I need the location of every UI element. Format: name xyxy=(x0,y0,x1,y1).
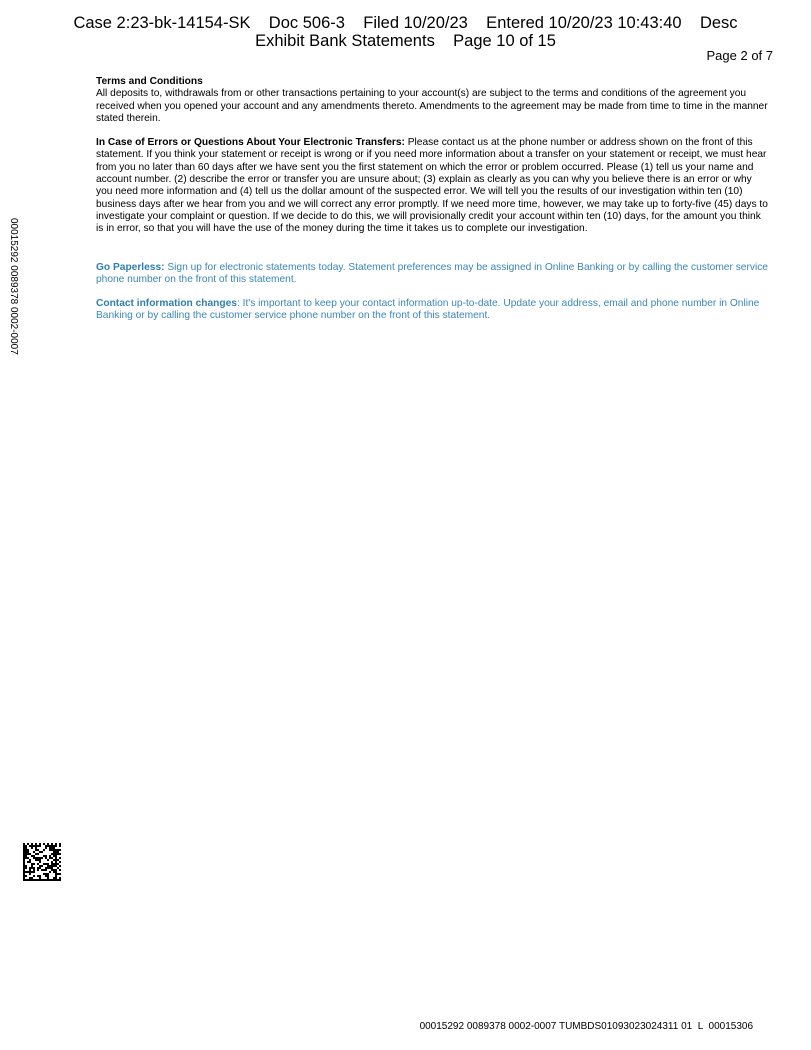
barcode-cell xyxy=(31,867,33,869)
barcode-cell xyxy=(33,869,35,871)
barcode-cell xyxy=(29,867,31,869)
barcode-cell xyxy=(55,873,57,875)
barcode-cell xyxy=(45,879,47,881)
barcode-cell xyxy=(29,853,31,855)
barcode-cell xyxy=(27,843,29,845)
barcode-cell xyxy=(39,843,41,845)
barcode-cell xyxy=(25,875,27,877)
barcode-cell xyxy=(33,867,35,869)
barcode-cell xyxy=(31,845,33,847)
barcode-cell xyxy=(43,869,45,871)
contact-section xyxy=(96,298,770,323)
barcode-cell xyxy=(33,845,35,847)
barcode-cell xyxy=(55,863,57,865)
statement-content xyxy=(96,76,770,335)
barcode-cell xyxy=(31,843,33,845)
barcode-cell xyxy=(55,859,57,861)
side-account-code: 00015292 0089378 0002-0007 xyxy=(8,218,19,355)
barcode-cell xyxy=(59,861,61,863)
barcode-cell xyxy=(23,863,25,865)
barcode-cell xyxy=(47,879,49,881)
barcode-cell xyxy=(29,871,31,873)
datamatrix-barcode-icon xyxy=(23,843,61,881)
barcode-cell xyxy=(37,867,39,869)
barcode-cell xyxy=(53,877,55,879)
barcode-cell xyxy=(27,851,29,853)
barcode-cell xyxy=(39,879,41,881)
barcode-cell xyxy=(59,849,61,851)
barcode-cell xyxy=(47,845,49,847)
barcode-cell xyxy=(53,847,55,849)
barcode-cell xyxy=(25,855,27,857)
barcode-cell xyxy=(35,847,37,849)
contact-body: : It's important to keep your contact information up-to-date. Update your address, email and phone number in Online Banking or by calling the customer service phone number on the front of this statement. xyxy=(96,298,760,322)
barcode-cell xyxy=(35,859,37,861)
barcode-cell xyxy=(23,877,25,879)
barcode-cell xyxy=(49,871,51,873)
barcode-cell xyxy=(55,851,57,853)
barcode-cell xyxy=(45,873,47,875)
barcode-cell xyxy=(31,855,33,857)
barcode-cell xyxy=(25,857,27,859)
barcode-cell xyxy=(29,845,31,847)
errors-body: Please contact us at the phone number or address shown on the front of this statement. If you think your statement or receipt is wrong or if you need more information about a transfer on your statement or receipt, we must hear from you no later than 60 days after we have sent you the first statement on which the error or problem occurred. Please (1) tell us your name and account number. (2) describe the error or transfer you are unsure about; (3) explain as clearly as you can why you believe there is an error or why you need more information and (4) tell us the dollar amount of the suspected error. We will tell you the results of our investigation within ten (10) business days after we hear from you and we will correct any error promptly. If we need more time, however, we may take up to forty-five (45) days to investigate your complaint or question. If we decide to do this, we will provisionally credit your account within ten (10) days, for the amount you think is in error, so that you will have the use of the money during the time it takes us to complete our investigation. xyxy=(96,137,768,235)
barcode-cell xyxy=(31,879,33,881)
barcode-cell xyxy=(47,875,49,877)
barcode-cell xyxy=(57,859,59,861)
barcode-cell xyxy=(35,849,37,851)
barcode-cell xyxy=(25,871,27,873)
barcode-cell xyxy=(51,879,53,881)
barcode-cell xyxy=(31,863,33,865)
barcode-cell xyxy=(45,863,47,865)
barcode-cell xyxy=(29,879,31,881)
barcode-cell xyxy=(29,861,31,863)
barcode-cell xyxy=(51,853,53,855)
barcode-cell xyxy=(23,865,25,867)
barcode-cell xyxy=(59,877,61,879)
barcode-cell xyxy=(55,855,57,857)
barcode-cell xyxy=(39,851,41,853)
barcode-cell xyxy=(23,845,25,847)
barcode-cell xyxy=(31,847,33,849)
errors-title: In Case of Errors or Questions About Your Electronic Transfers: xyxy=(96,137,405,149)
contact-title: Contact information changes xyxy=(96,298,237,310)
errors-section xyxy=(96,137,770,235)
barcode-cell xyxy=(55,845,57,847)
barcode-cell xyxy=(55,877,57,879)
barcode-cell xyxy=(55,879,57,881)
barcode-cell xyxy=(23,873,25,875)
barcode-cell xyxy=(39,865,41,867)
barcode-cell xyxy=(57,849,59,851)
barcode-cell xyxy=(43,879,45,881)
barcode-cell xyxy=(53,855,55,857)
terms-body: All deposits to, withdrawals from or other transactions pertaining to your account(s) are subject to the terms and conditions of the agreement you received when you opened your account and any amendments thereto. Amendments to the agreement may be made from time to time in the manner stated therein. xyxy=(96,88,768,124)
barcode-cell xyxy=(47,859,49,861)
paperless-title: Go Paperless: xyxy=(96,261,165,273)
barcode-cell xyxy=(51,849,53,851)
barcode-cell xyxy=(37,879,39,881)
barcode-cell xyxy=(53,853,55,855)
barcode-cell xyxy=(23,857,25,859)
barcode-cell xyxy=(55,875,57,877)
barcode-cell xyxy=(41,851,43,853)
court-header-line1: Case 2:23-bk-14154-SK Doc 506-3 Filed 10/20/23 Entered 10/20/23 10:43:40 Desc xyxy=(73,14,738,32)
barcode-cell xyxy=(59,869,61,871)
barcode-cell xyxy=(31,877,33,879)
barcode-cell xyxy=(35,857,37,859)
barcode-cell xyxy=(49,857,51,859)
barcode-cell xyxy=(47,863,49,865)
barcode-cell xyxy=(57,867,59,869)
barcode-cell xyxy=(59,857,61,859)
court-filing-header xyxy=(0,14,811,50)
barcode-cell xyxy=(39,857,41,859)
barcode-cell xyxy=(57,853,59,855)
barcode-cell xyxy=(41,869,43,871)
barcode-cell xyxy=(35,853,37,855)
barcode-cell xyxy=(33,871,35,873)
barcode-cell xyxy=(27,879,29,881)
barcode-cell xyxy=(33,857,35,859)
barcode-cell xyxy=(25,867,27,869)
terms-title: Terms and Conditions xyxy=(96,76,203,87)
barcode-cell xyxy=(27,857,29,859)
barcode-cell xyxy=(53,845,55,847)
barcode-cell xyxy=(53,869,55,871)
barcode-cell xyxy=(23,871,25,873)
barcode-cell xyxy=(55,857,57,859)
barcode-cell xyxy=(37,863,39,865)
barcode-cell xyxy=(59,865,61,867)
barcode-cell xyxy=(39,845,41,847)
barcode-cell xyxy=(33,863,35,865)
barcode-cell xyxy=(35,843,37,845)
barcode-cell xyxy=(25,865,27,867)
barcode-cell xyxy=(45,869,47,871)
barcode-cell xyxy=(49,849,51,851)
barcode-cell xyxy=(41,865,43,867)
barcode-cell xyxy=(51,867,53,869)
barcode-cell xyxy=(37,853,39,855)
barcode-cell xyxy=(23,849,25,851)
paperless-body: Sign up for electronic statements today. Statement preferences may be assigned in Online Banking or by calling the customer service phone number on the front of this statement. xyxy=(96,261,768,285)
barcode-cell xyxy=(41,857,43,859)
barcode-cell xyxy=(49,879,51,881)
barcode-cell xyxy=(35,845,37,847)
barcode-cell xyxy=(39,867,41,869)
footer-document-code: 00015292 0089378 0002-0007 TUMBDS01093023024311 01 L 00015306 xyxy=(419,1021,753,1032)
barcode-cell xyxy=(43,863,45,865)
barcode-cell xyxy=(49,867,51,869)
barcode-cell xyxy=(57,851,59,853)
barcode-cell xyxy=(39,875,41,877)
barcode-cell xyxy=(57,863,59,865)
barcode-cell xyxy=(53,851,55,853)
barcode-cell xyxy=(37,875,39,877)
barcode-cell xyxy=(51,857,53,859)
barcode-cell xyxy=(45,847,47,849)
barcode-cell xyxy=(25,879,27,881)
barcode-cell xyxy=(23,851,25,853)
barcode-cell xyxy=(23,855,25,857)
barcode-cell xyxy=(47,877,49,879)
barcode-cell xyxy=(59,853,61,855)
barcode-cell xyxy=(55,849,57,851)
barcode-cell xyxy=(47,873,49,875)
barcode-cell xyxy=(59,873,61,875)
barcode-cell xyxy=(23,853,25,855)
barcode-cell xyxy=(25,849,27,851)
barcode-cell xyxy=(37,869,39,871)
barcode-cell xyxy=(47,865,49,867)
barcode-cell xyxy=(41,879,43,881)
barcode-cell xyxy=(51,863,53,865)
barcode-cell xyxy=(31,865,33,867)
barcode-cell xyxy=(53,859,55,861)
barcode-cell xyxy=(45,855,47,857)
section-spacer xyxy=(96,248,770,262)
barcode-cell xyxy=(37,845,39,847)
barcode-cell xyxy=(23,875,25,877)
barcode-cell xyxy=(29,873,31,875)
barcode-cell xyxy=(59,845,61,847)
barcode-cell xyxy=(47,843,49,845)
barcode-cell xyxy=(51,847,53,849)
barcode-cell xyxy=(37,859,39,861)
barcode-cell xyxy=(53,849,55,851)
barcode-cell xyxy=(39,859,41,861)
barcode-cell xyxy=(39,861,41,863)
barcode-cell xyxy=(51,861,53,863)
barcode-cell xyxy=(55,871,57,873)
barcode-cell xyxy=(55,861,57,863)
barcode-cell xyxy=(23,861,25,863)
barcode-cell xyxy=(29,877,31,879)
barcode-cell xyxy=(47,867,49,869)
barcode-cell xyxy=(29,859,31,861)
court-header-line2: Exhibit Bank Statements Page 10 of 15 xyxy=(255,32,556,50)
barcode-cell xyxy=(51,843,53,845)
barcode-cell xyxy=(49,847,51,849)
barcode-cell xyxy=(23,843,25,845)
terms-section xyxy=(96,76,770,125)
barcode-cell xyxy=(53,863,55,865)
barcode-cell xyxy=(23,847,25,849)
barcode-cell xyxy=(33,875,35,877)
barcode-cell xyxy=(31,871,33,873)
barcode-cell xyxy=(55,843,57,845)
barcode-cell xyxy=(27,871,29,873)
barcode-cell xyxy=(45,867,47,869)
barcode-cell xyxy=(49,865,51,867)
barcode-cell xyxy=(23,859,25,861)
barcode-cell xyxy=(53,871,55,873)
barcode-cell xyxy=(45,857,47,859)
barcode-cell xyxy=(27,853,29,855)
barcode-cell xyxy=(33,851,35,853)
barcode-cell xyxy=(33,879,35,881)
barcode-cell xyxy=(43,855,45,857)
barcode-cell xyxy=(33,855,35,857)
barcode-cell xyxy=(45,875,47,877)
barcode-cell xyxy=(39,877,41,879)
barcode-cell xyxy=(43,873,45,875)
barcode-cell xyxy=(43,843,45,845)
paperless-section xyxy=(96,262,770,287)
barcode-cell xyxy=(37,849,39,851)
barcode-cell xyxy=(55,865,57,867)
barcode-cell xyxy=(49,845,51,847)
barcode-cell xyxy=(23,879,25,881)
barcode-cell xyxy=(43,849,45,851)
page-number: Page 2 of 7 xyxy=(706,48,773,63)
barcode-cell xyxy=(55,853,57,855)
barcode-cell xyxy=(25,851,27,853)
barcode-cell xyxy=(51,865,53,867)
barcode-cell xyxy=(25,845,27,847)
barcode-cell xyxy=(23,867,25,869)
barcode-cell xyxy=(59,879,61,881)
barcode-cell xyxy=(51,845,53,847)
barcode-cell xyxy=(51,869,53,871)
barcode-cell xyxy=(57,873,59,875)
barcode-cell xyxy=(23,869,25,871)
barcode-cell xyxy=(45,845,47,847)
barcode-cell xyxy=(27,849,29,851)
barcode-cell xyxy=(27,861,29,863)
barcode-cell xyxy=(25,853,27,855)
barcode-cell xyxy=(57,879,59,881)
barcode-cell xyxy=(37,857,39,859)
barcode-cell xyxy=(53,865,55,867)
barcode-cell xyxy=(35,879,37,881)
barcode-cell xyxy=(29,869,31,871)
barcode-cell xyxy=(49,855,51,857)
barcode-cell xyxy=(53,879,55,881)
barcode-cell xyxy=(59,843,61,845)
barcode-cell xyxy=(25,847,27,849)
barcode-cell xyxy=(55,869,57,871)
